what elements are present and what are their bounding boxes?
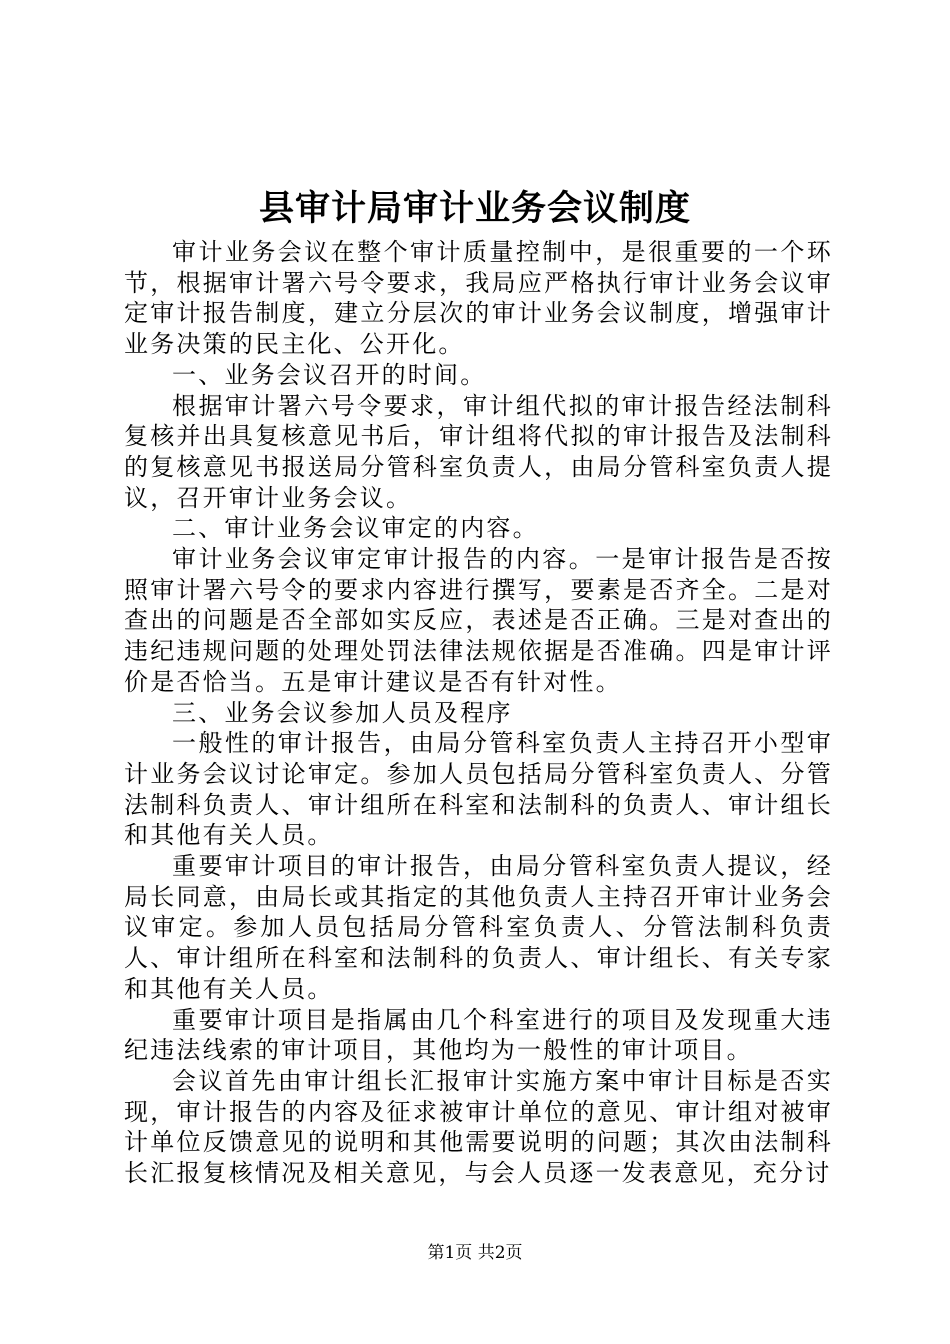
paragraph-5: 重要审计项目是指属由几个科室进行的项目及发现重大违纪违法线索的审计项目，其他均为一般性的审计项目。	[124, 1005, 833, 1065]
document-title: 县审计局审计业务会议制度	[258, 188, 691, 229]
page-footer: 第1页 共2页	[427, 1243, 523, 1263]
paragraph-intro: 审计业务会议在整个审计质量控制中，是很重要的一个环节，根据审计署六号令要求，我局应严格执行审计业务会议审定审计报告制度，建立分层次的审计业务会议制度，增强审计业务决策的民主化、公开化。	[124, 238, 833, 359]
paragraph-6: 会议首先由审计组长汇报审计实施方案中审计目标是否实现，审计报告的内容及征求被审计单位的意见、审计组对被审计单位反馈意见的说明和其他需要说明的问题；其次由法制科长汇报复核情况及相关意见，与会人员逐一发表意见，充分讨	[124, 1066, 833, 1188]
paragraph-4: 重要审计项目的审计报告，由局分管科室负责人提议，经局长同意，由局长或其指定的其他负责人主持召开审计业务会议审定。参加人员包括局分管科室负责人、分管法制科负责人、审计组所在科室和法制科的负责人、审计组长、有关专家和其他有关人员。	[124, 852, 833, 1003]
section-heading-1: 一、业务会议召开的时间。	[172, 360, 487, 389]
paragraph-2: 审计业务会议审定审计报告的内容。一是审计报告是否按照审计署六号令的要求内容进行撰写，要素是否齐全。二是对查出的问题是否全部如实反应，表述是否正确。三是对查出的违纪违规问题的处理处罚法律法规依据是否准确。四是审计评价是否恰当。五是审计建议是否有针对性。	[124, 545, 833, 696]
paragraph-1: 根据审计署六号令要求，审计组代拟的审计报告经法制科复核并出具复核意见书后，审计组将代拟的审计报告及法制科的复核意见书报送局分管科室负责人，由局分管科室负责人提议，召开审计业务会议。	[124, 391, 833, 512]
paragraph-3: 一般性的审计报告，由局分管科室负责人主持召开小型审计业务会议讨论审定。参加人员包括局分管科室负责人、分管法制科负责人、审计组所在科室和法制科的负责人、审计组长和其他有关人员。	[124, 729, 833, 850]
section-heading-2: 二、审计业务会议审定的内容。	[172, 514, 539, 543]
section-heading-3: 三、业务会议参加人员及程序	[172, 698, 513, 727]
document-body	[124, 237, 833, 1189]
